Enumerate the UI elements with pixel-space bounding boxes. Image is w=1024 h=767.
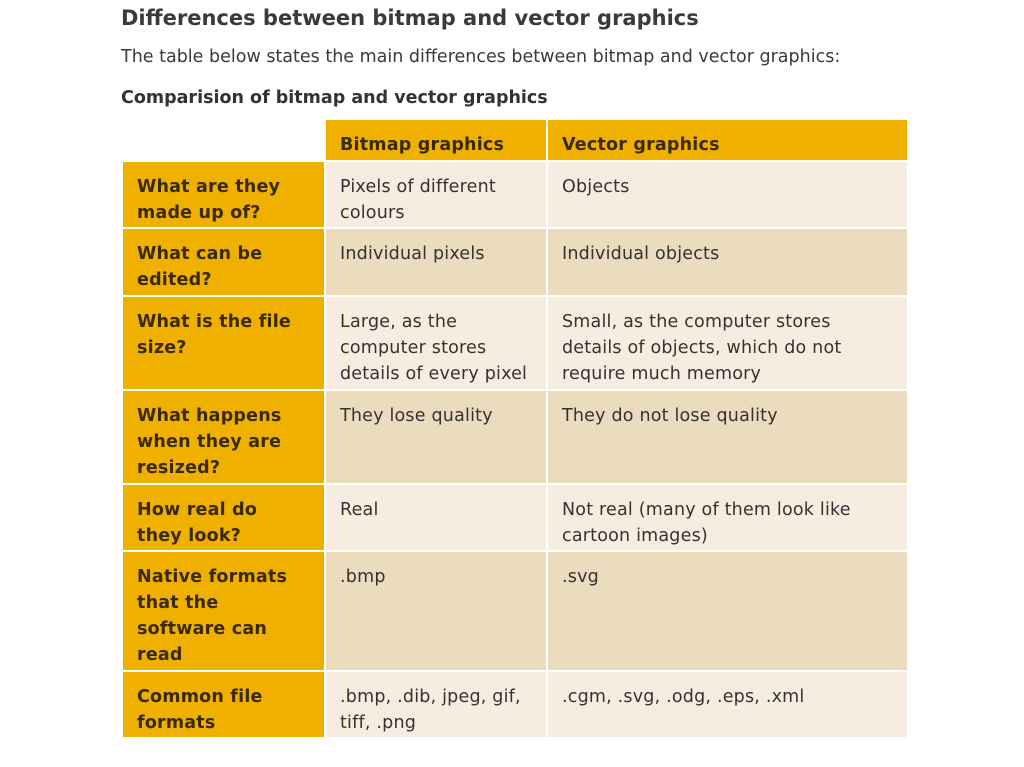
bitmap-cell xyxy=(325,551,547,671)
row-header-line: Native formats xyxy=(137,567,288,587)
row-header-line: resized? xyxy=(137,458,221,478)
row-header-line: made up of? xyxy=(137,203,261,223)
column-header-bitmap: Bitmap graphics xyxy=(325,119,547,161)
vector-cell xyxy=(547,551,908,671)
row-header-line: when they are xyxy=(137,432,282,452)
bitmap-cell xyxy=(325,228,547,296)
cell-line: .cgm, .svg, .odg, .eps, .xml xyxy=(562,687,805,707)
cell-line: details of every pixel xyxy=(340,364,528,384)
cell-line: tiff, .png xyxy=(340,713,417,733)
row-header xyxy=(122,671,325,738)
cell-line: Large, as the xyxy=(340,312,458,332)
cell-line: .bmp, .dib, jpeg, gif, xyxy=(340,687,521,707)
table-row xyxy=(122,161,908,228)
row-header-line: How real do xyxy=(137,500,258,520)
intro-paragraph: The table below states the main differences between bitmap and vector graphics: xyxy=(121,47,841,67)
row-header-line: formats xyxy=(137,713,216,733)
table-row xyxy=(122,390,908,484)
bitmap-cell xyxy=(325,390,547,484)
page-title: Differences between bitmap and vector graphics xyxy=(121,6,699,30)
cell-line: Not real (many of them look like xyxy=(562,500,851,520)
cell-line: .svg xyxy=(562,567,599,587)
vector-cell xyxy=(547,671,908,738)
row-header-line: edited? xyxy=(137,270,212,290)
row-header-line: Common file xyxy=(137,687,263,707)
row-header-line: software can xyxy=(137,619,268,639)
row-header-line: What can be xyxy=(137,244,263,264)
table-row xyxy=(122,228,908,296)
bitmap-cell xyxy=(325,671,547,738)
table-row xyxy=(122,671,908,738)
row-header-line: read xyxy=(137,645,183,665)
cell-line: Real xyxy=(340,500,379,520)
table-row xyxy=(122,551,908,671)
vector-cell xyxy=(547,161,908,228)
table-corner-cell xyxy=(122,119,325,161)
table-row xyxy=(122,484,908,551)
row-header-line: What happens xyxy=(137,406,282,426)
comparison-table xyxy=(121,118,909,739)
cell-line: Objects xyxy=(562,177,630,197)
cell-line: Small, as the computer stores xyxy=(562,312,831,332)
cell-line: Individual objects xyxy=(562,244,720,264)
row-header-line: they look? xyxy=(137,526,242,546)
row-header-line: size? xyxy=(137,338,187,358)
cell-line: Individual pixels xyxy=(340,244,485,264)
table-caption: Comparision of bitmap and vector graphics xyxy=(121,88,548,108)
vector-cell xyxy=(547,484,908,551)
cell-line: Pixels of different xyxy=(340,177,496,197)
row-header-line: that the xyxy=(137,593,219,613)
table-header-row xyxy=(122,119,908,161)
cell-line: .bmp xyxy=(340,567,386,587)
row-header xyxy=(122,390,325,484)
cell-line: They do not lose quality xyxy=(562,406,778,426)
cell-line: computer stores xyxy=(340,338,487,358)
row-header xyxy=(122,296,325,390)
vector-cell xyxy=(547,390,908,484)
bitmap-cell xyxy=(325,161,547,228)
cell-line: cartoon images) xyxy=(562,526,708,546)
row-header xyxy=(122,484,325,551)
cell-line: details of objects, which do not xyxy=(562,338,842,358)
row-header xyxy=(122,161,325,228)
row-header xyxy=(122,551,325,671)
row-header-line: What is the file xyxy=(137,312,292,332)
vector-cell xyxy=(547,228,908,296)
column-header-vector: Vector graphics xyxy=(547,119,908,161)
vector-cell xyxy=(547,296,908,390)
bitmap-cell xyxy=(325,484,547,551)
bitmap-cell xyxy=(325,296,547,390)
cell-line: require much memory xyxy=(562,364,762,384)
row-header xyxy=(122,228,325,296)
cell-line: They lose quality xyxy=(340,406,493,426)
row-header-line: What are they xyxy=(137,177,281,197)
table-row xyxy=(122,296,908,390)
cell-line: colours xyxy=(340,203,405,223)
